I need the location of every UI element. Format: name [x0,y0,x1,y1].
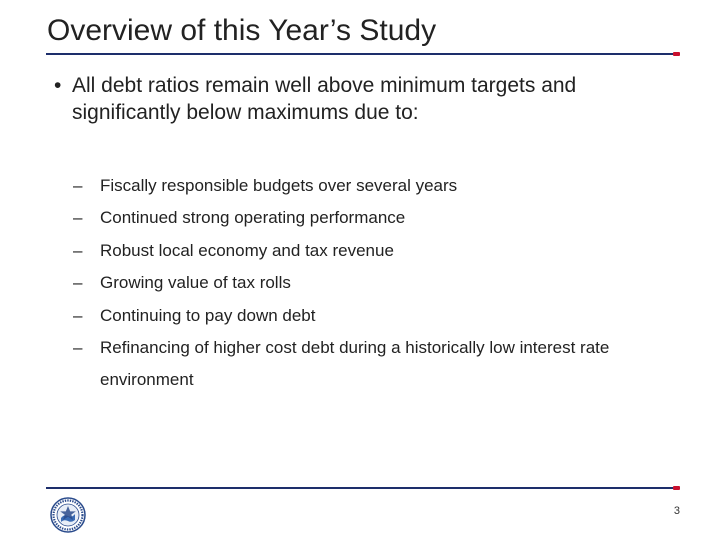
sub-bullet-item [73,170,673,202]
title-divider [46,53,676,55]
sub-bullet-dash: – [73,338,83,358]
main-bullet-text: All debt ratios remain well above minimum targets and significantly below maximums due to: [72,74,577,124]
sub-bullet-item [73,202,673,234]
sub-bullet-item [73,235,673,267]
sub-bullet-item [73,300,673,332]
sub-bullet-text: Continued strong operating performance [100,208,406,228]
sub-bullet-dash: – [73,208,83,228]
sub-bullet-dash: – [73,273,83,293]
county-seal-icon [50,497,86,533]
footer-divider [46,487,676,489]
sub-bullet-text: Refinancing of higher cost debt during a historically low interest rate environment [100,338,610,390]
sub-bullet-dash: – [73,305,83,325]
sub-bullet-item [73,267,673,299]
sub-bullet-text: Growing value of tax rolls [100,273,291,293]
sub-bullet-text: Continuing to pay down debt [100,305,316,325]
slide-title: Overview of this Year’s Study [47,14,437,47]
sub-bullet-text: Robust local economy and tax revenue [100,240,394,260]
sub-bullet-dash: – [73,240,83,260]
sub-bullet-item [73,332,673,397]
divider-accent [673,486,680,490]
sub-bullet-text: Fiscally responsible budgets over several years [100,176,458,195]
bullet-dot: • [54,74,62,97]
page-number: 3 [673,505,680,517]
sub-bullet-list [73,170,673,397]
sub-bullet-dash: – [73,176,83,195]
main-bullet [54,72,634,126]
divider-accent [673,52,680,56]
